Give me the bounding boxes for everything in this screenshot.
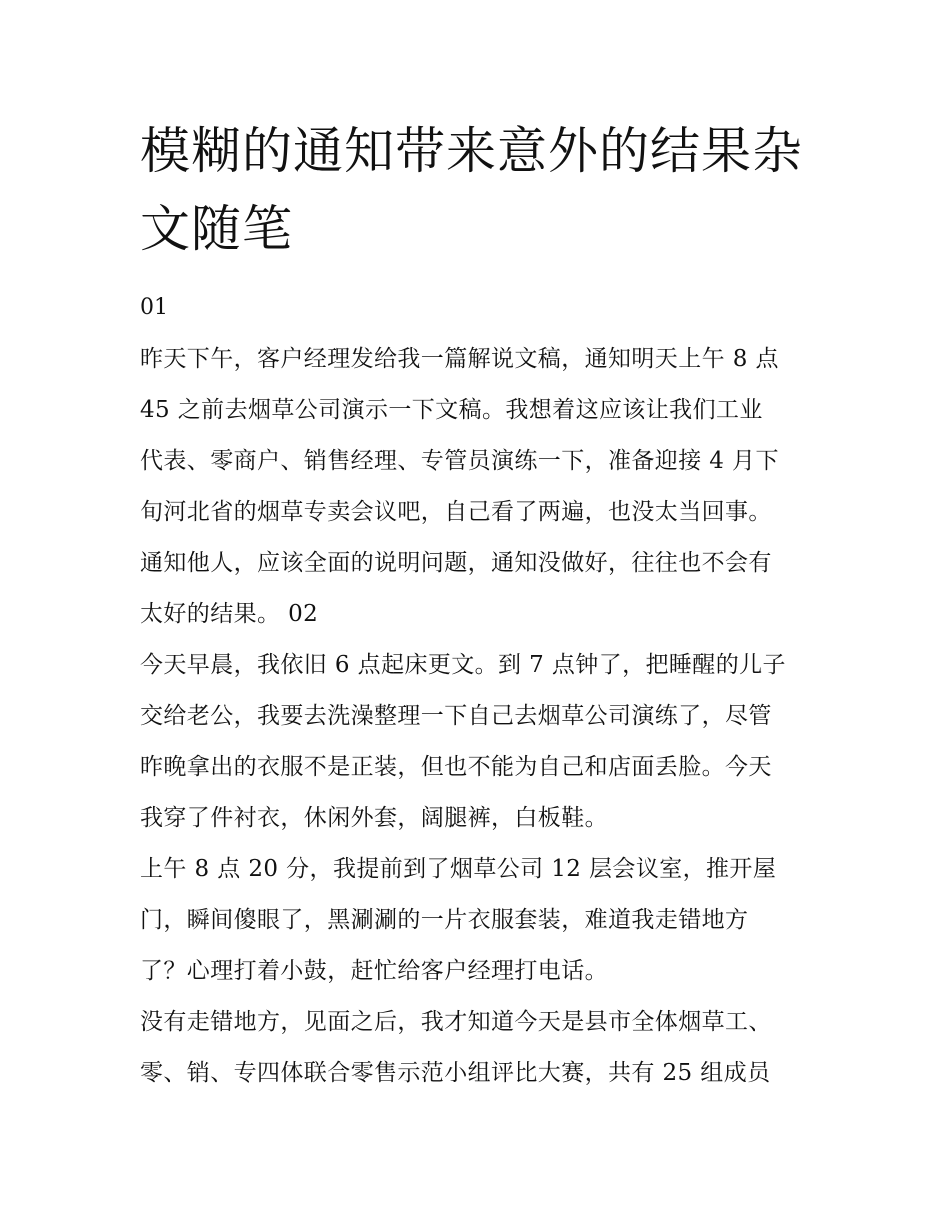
paragraph-line: 通知他人，应该全面的说明问题，通知没做好，往往也不会有 xyxy=(140,550,772,576)
paragraph-line: 旬河北省的烟草专卖会议吧，自己看了两遍，也没太当回事。 xyxy=(140,499,772,525)
paragraph-4 xyxy=(140,997,820,1099)
paragraph-3 xyxy=(140,844,820,997)
document-page xyxy=(140,112,820,1099)
paragraph-line: 门，瞬间傻眼了，黑涮涮的一片衣服套装，难道我走错地方 xyxy=(140,907,749,933)
paragraph-line: 今天早晨，我依旧 6 点起床更文。到 7 点钟了，把睡醒的儿子 xyxy=(140,652,786,678)
paragraph-line: 没有走错地方，见面之后，我才知道今天是县市全体烟草工、 xyxy=(140,1009,772,1035)
document-title xyxy=(140,112,820,268)
paragraph-line: 昨天下午，客户经理发给我一篇解说文稿，通知明天上午 8 点 xyxy=(140,346,779,372)
paragraph-line: 零、销、专四体联合零售示范小组评比大赛，共有 25 组成员 xyxy=(140,1060,771,1086)
paragraph-line: 交给老公，我要去洗澡整理一下自己去烟草公司演练了，尽管 xyxy=(140,703,772,729)
title-line-1: 模糊的通知带来意外的结果杂 xyxy=(140,122,803,180)
paragraph-line: 代表、零商户、销售经理、专管员演练一下，准备迎接 4 月下 xyxy=(140,448,779,474)
paragraph-line: 我穿了件衬衣，休闲外套，阔腿裤，白板鞋。 xyxy=(140,805,608,831)
paragraph-line: 了？心理打着小鼓，赶忙给客户经理打电话。 xyxy=(140,958,608,984)
paragraph-line: 45 之前去烟草公司演示一下文稿。我想着这应该让我们工业 xyxy=(140,397,763,423)
paragraph-line: 上午 8 点 20 分，我提前到了烟草公司 12 层会议室，推开屋 xyxy=(140,856,777,882)
paragraph-line: 昨晚拿出的衣服不是正装，但也不能为自己和店面丢脸。今天 xyxy=(140,754,772,780)
title-line-2: 文随笔 xyxy=(140,200,293,258)
paragraph-line: 太好的结果。 02 xyxy=(140,601,319,627)
paragraph-2 xyxy=(140,640,820,844)
section-number-01: 01 xyxy=(140,295,168,320)
paragraph-1 xyxy=(140,334,820,640)
